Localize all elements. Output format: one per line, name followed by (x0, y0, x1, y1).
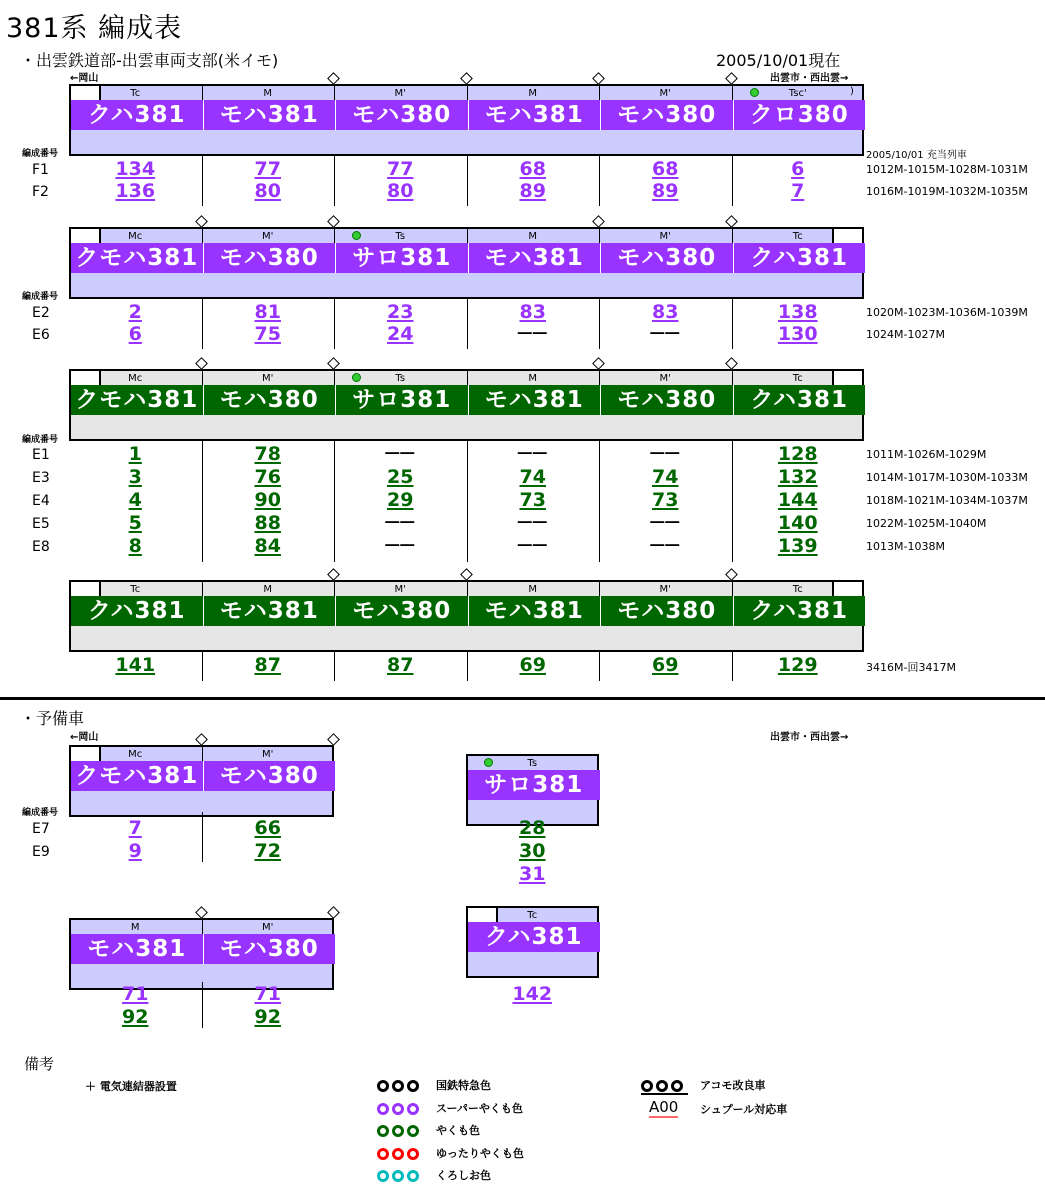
service-label: 2005/10/01 充当列車 (866, 150, 967, 161)
car-absent: ―― (650, 514, 681, 530)
formation-id: E4 (32, 493, 50, 509)
car-name: サロ381 (468, 770, 601, 800)
car-name: モハ380 (601, 385, 734, 415)
car-name: モハ381 (204, 100, 337, 130)
legend-rings (377, 1145, 422, 1164)
ring-icon (392, 1148, 404, 1160)
formation-id: E9 (32, 844, 50, 860)
direction-left-spare: ←岡山 (70, 732, 99, 743)
car-number: 132 (777, 466, 818, 488)
car-code: Mc (128, 749, 143, 760)
legend-label: 国鉄特急色 (436, 1079, 491, 1092)
pantograph-icon (327, 568, 340, 581)
formation-id: E8 (32, 539, 50, 555)
car-code: M' (262, 373, 274, 384)
legend-sample: A00 (649, 1098, 679, 1116)
car-absent: ―― (385, 514, 416, 530)
car-number: 6 (128, 323, 142, 345)
ring-icon (407, 1125, 419, 1137)
column-divider (202, 982, 203, 1028)
car-number: 142 (512, 983, 553, 1005)
car-name: モハ380 (204, 934, 337, 964)
service-trains: 1022M-1025M-1040M (866, 517, 987, 530)
car-number: 90 (254, 489, 281, 511)
ring-icon (407, 1170, 419, 1182)
car-absent: ―― (385, 537, 416, 553)
legend-rings (377, 1167, 422, 1186)
car-number: 141 (115, 654, 156, 676)
car-name: クハ381 (734, 243, 867, 273)
formation-id: E5 (32, 516, 50, 532)
car-code: Tc (792, 231, 803, 242)
car-number: 1 (128, 443, 142, 465)
pantograph-icon (592, 72, 605, 85)
car-number: 31 (519, 863, 546, 885)
car-number: 89 (652, 180, 679, 202)
underline-bar (641, 1093, 688, 1095)
car-name: クモハ381 (71, 761, 204, 791)
green-car-icon (352, 373, 361, 382)
car-number: 74 (652, 466, 679, 488)
car-name: モハ380 (204, 243, 337, 273)
pantograph-icon (327, 72, 340, 85)
pantograph-icon (195, 906, 208, 919)
car-number: 71 (122, 983, 149, 1005)
service-trains: 1020M-1023M-1036M-1039M (866, 306, 1028, 319)
car-absent: ―― (517, 537, 548, 553)
car-name: サロ381 (336, 385, 469, 415)
pantograph-icon (725, 215, 738, 228)
service-trains: 3416M-回3417M (866, 661, 956, 674)
car-name: クハ381 (734, 385, 867, 415)
car-code: M' (262, 749, 274, 760)
car-number: 28 (519, 817, 546, 839)
car-code: M' (394, 584, 406, 595)
section-title-spare: ・予備車 (20, 709, 85, 728)
car-absent: ―― (517, 325, 548, 341)
car-code: M' (262, 922, 274, 933)
direction-right-spare: 出雲市・西出雲→ (770, 732, 849, 743)
legend-label: くろしお色 (436, 1169, 491, 1182)
car-absent: ―― (517, 514, 548, 530)
column-divider (732, 439, 733, 562)
car-number: 87 (387, 654, 414, 676)
formation-no-label: 編成番号 (22, 808, 59, 818)
ring-icon (392, 1080, 404, 1092)
car-name: サロ381 (336, 243, 469, 273)
car-number: 76 (254, 466, 281, 488)
car-number: 138 (777, 301, 818, 323)
column-divider (467, 650, 468, 681)
car-name: モハ381 (469, 596, 602, 626)
ring-icon (407, 1148, 419, 1160)
green-car-icon (352, 231, 361, 240)
car-code: Ts (395, 373, 406, 384)
car-number: 84 (254, 535, 281, 557)
column-divider (334, 439, 335, 562)
car-number: 71 (254, 983, 281, 1005)
column-divider (202, 439, 203, 562)
service-trains: 1016M-1019M-1032M-1035M (866, 185, 1028, 198)
car-number: 80 (254, 180, 281, 202)
formation-id: E3 (32, 470, 50, 486)
column-divider (334, 650, 335, 681)
column-divider (467, 439, 468, 562)
car-name: モハ380 (336, 596, 469, 626)
direction-left: ←岡山 (70, 73, 99, 84)
formation-id: E1 (32, 447, 50, 463)
ring-icon (377, 1170, 389, 1182)
car-number: 78 (254, 443, 281, 465)
formation-id: F2 (32, 184, 49, 200)
ring-icon (671, 1080, 683, 1092)
car-name: モハ380 (204, 385, 337, 415)
car-number: 144 (777, 489, 818, 511)
service-trains: 1011M-1026M-1029M (866, 448, 987, 461)
car-number: 69 (519, 654, 546, 676)
column-divider (599, 154, 600, 206)
car-number: 83 (652, 301, 679, 323)
car-code: Tc (527, 910, 538, 921)
car-code: M (263, 584, 273, 595)
formation-no-label: 編成番号 (22, 435, 59, 445)
car-name: モハ380 (336, 100, 469, 130)
ring-icon (392, 1125, 404, 1137)
column-divider (202, 812, 203, 862)
column-divider (599, 650, 600, 681)
pantograph-icon (327, 906, 340, 919)
car-number: 7 (791, 180, 805, 202)
legend-label: アコモ改良車 (700, 1079, 766, 1092)
legend-label: シュプール対応車 (700, 1103, 788, 1116)
green-car-icon (484, 758, 493, 767)
car-code: M (528, 88, 538, 99)
as-of-date: 2005/10/01現在 (716, 51, 841, 70)
car-code: M (263, 88, 273, 99)
car-code: Tc (792, 373, 803, 384)
car-number: 77 (387, 158, 414, 180)
car-number: 128 (777, 443, 818, 465)
car-name: クロ380 (734, 100, 867, 130)
car-number: 9 (128, 840, 142, 862)
car-number: 92 (254, 1006, 281, 1028)
pantograph-icon (195, 733, 208, 746)
car-number: 134 (115, 158, 156, 180)
car-code: M' (659, 88, 671, 99)
pantograph-icon (327, 215, 340, 228)
car-code: M (528, 373, 538, 384)
car-number: 73 (519, 489, 546, 511)
ring-icon (407, 1103, 419, 1115)
car-name: クモハ381 (71, 243, 204, 273)
pantograph-icon (725, 72, 738, 85)
car-number: 140 (777, 512, 818, 534)
car-absent: ―― (650, 445, 681, 461)
car-code: M (528, 231, 538, 242)
pantograph-icon (725, 568, 738, 581)
formation-id: F1 (32, 162, 49, 178)
car-code: M (130, 922, 140, 933)
car-code: Tc (792, 584, 803, 595)
pantograph-icon (460, 72, 473, 85)
pantograph-icon (195, 357, 208, 370)
ring-icon (392, 1103, 404, 1115)
car-number: 23 (387, 301, 414, 323)
car-number: 75 (254, 323, 281, 345)
car-number: 83 (519, 301, 546, 323)
car-number: 88 (254, 512, 281, 534)
car-name: モハ380 (601, 596, 734, 626)
car-number: 69 (652, 654, 679, 676)
car-number: 80 (387, 180, 414, 202)
car-number: 74 (519, 466, 546, 488)
column-divider (202, 154, 203, 206)
ring-icon (407, 1080, 419, 1092)
service-trains: 1018M-1021M-1034M-1037M (866, 494, 1028, 507)
car-code: M' (659, 231, 671, 242)
car-number: 136 (115, 180, 156, 202)
car-number: 89 (519, 180, 546, 202)
car-number: 92 (122, 1006, 149, 1028)
car-name: モハ381 (469, 243, 602, 273)
car-name: クモハ381 (71, 385, 204, 415)
car-number: 73 (652, 489, 679, 511)
green-car-icon (750, 88, 759, 97)
car-number: 139 (777, 535, 818, 557)
column-divider (334, 154, 335, 206)
car-name: クハ381 (71, 100, 204, 130)
column-divider (467, 297, 468, 349)
car-name: モハ380 (601, 100, 734, 130)
ring-icon (392, 1170, 404, 1182)
car-code: M' (659, 584, 671, 595)
car-number: 130 (777, 323, 818, 345)
car-number: 4 (128, 489, 142, 511)
column-divider (202, 297, 203, 349)
car-name: モハ380 (601, 243, 734, 273)
cab-mark: ) (850, 86, 854, 97)
remark-coupler: ＋ 電気連結器設置 (85, 1080, 177, 1093)
page-title: 381系 編成表 (6, 13, 183, 44)
car-number: 7 (128, 817, 142, 839)
car-absent: ―― (650, 325, 681, 341)
car-number: 81 (254, 301, 281, 323)
car-name: クハ381 (734, 596, 867, 626)
ring-icon (377, 1080, 389, 1092)
car-number: 66 (254, 817, 281, 839)
ring-icon (377, 1103, 389, 1115)
car-code: Mc (128, 373, 143, 384)
car-code: M' (394, 88, 406, 99)
car-name: モハ380 (204, 761, 337, 791)
column-divider (599, 439, 600, 562)
remarks-heading: 備考 (24, 1055, 55, 1073)
car-number: 24 (387, 323, 414, 345)
section-title-izumo: ・出雲鉄道部-出雲車両支部(米イモ) (20, 51, 279, 70)
car-name: モハ381 (469, 385, 602, 415)
service-trains: 1024M-1027M (866, 328, 945, 341)
car-code: Tc (130, 88, 141, 99)
car-number: 6 (791, 158, 805, 180)
car-name: モハ381 (469, 100, 602, 130)
section-divider (0, 697, 1045, 700)
car-number: 8 (128, 535, 142, 557)
pantograph-icon (592, 357, 605, 370)
formation-no-label: 編成番号 (22, 149, 59, 159)
formation-no-label: 編成番号 (22, 292, 59, 302)
car-code: Tc (130, 584, 141, 595)
legend-label: スーパーやくも色 (436, 1101, 523, 1115)
car-number: 25 (387, 466, 414, 488)
pantograph-icon (725, 357, 738, 370)
service-trains: 1012M-1015M-1028M-1031M (866, 163, 1028, 176)
column-divider (202, 650, 203, 681)
car-number: 29 (387, 489, 414, 511)
car-code: Tsc' (788, 88, 807, 99)
column-divider (334, 297, 335, 349)
car-code: M (528, 584, 538, 595)
legend-rings (377, 1077, 422, 1096)
car-absent: ―― (385, 445, 416, 461)
car-number: 5 (128, 512, 142, 534)
legend-label: やくも色 (436, 1124, 480, 1137)
car-number: 129 (777, 654, 818, 676)
column-divider (732, 650, 733, 681)
column-divider (732, 297, 733, 349)
formation-id: E7 (32, 821, 50, 837)
car-name: クハ381 (468, 922, 601, 952)
ring-icon (377, 1148, 389, 1160)
pantograph-icon (460, 568, 473, 581)
direction-right: 出雲市・西出雲→ (770, 73, 849, 84)
car-name: クハ381 (71, 596, 204, 626)
column-divider (732, 154, 733, 206)
legend-rings (377, 1122, 422, 1141)
service-trains: 1014M-1017M-1030M-1033M (866, 471, 1028, 484)
pantograph-icon (592, 215, 605, 228)
ring-icon (377, 1125, 389, 1137)
column-divider (467, 154, 468, 206)
car-number: 87 (254, 654, 281, 676)
car-code: M' (659, 373, 671, 384)
ring-icon (656, 1080, 668, 1092)
car-number: 68 (519, 158, 546, 180)
car-number: 68 (652, 158, 679, 180)
legend-rings (377, 1100, 422, 1119)
car-code: Ts (395, 231, 406, 242)
car-number: 72 (254, 840, 281, 862)
pantograph-icon (327, 733, 340, 746)
column-divider (599, 297, 600, 349)
ring-icon (641, 1080, 653, 1092)
car-name: モハ381 (71, 934, 204, 964)
car-number: 2 (128, 301, 142, 323)
car-number: 77 (254, 158, 281, 180)
pantograph-icon (195, 215, 208, 228)
car-code: Mc (128, 231, 143, 242)
car-number: 3 (128, 466, 142, 488)
service-trains: 1013M-1038M (866, 540, 945, 553)
car-code: M' (262, 231, 274, 242)
car-absent: ―― (517, 445, 548, 461)
legend-label: ゆったりやくも色 (436, 1146, 524, 1160)
formation-id: E2 (32, 305, 50, 321)
formation-id: E6 (32, 327, 50, 343)
car-code: Ts (527, 758, 538, 769)
car-absent: ―― (650, 537, 681, 553)
car-number: 30 (519, 840, 546, 862)
car-name: モハ381 (204, 596, 337, 626)
pantograph-icon (327, 357, 340, 370)
